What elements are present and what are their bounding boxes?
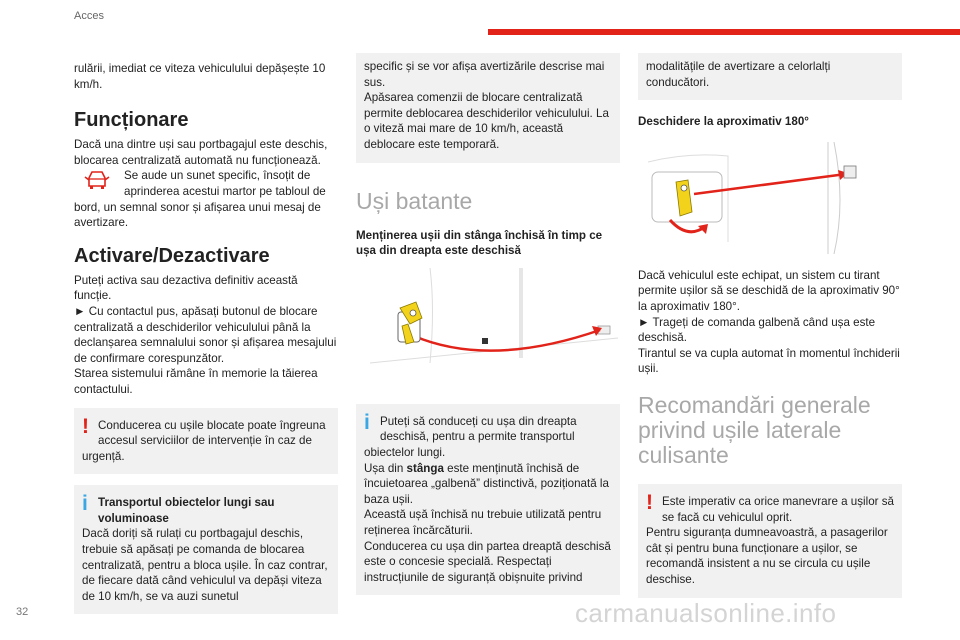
warning-text: Conducerea cu ușile blocate poate îngreuna accesul serviciilor de intervenție în caz de urgență.: [82, 418, 326, 463]
activare-text-3: Starea sistemului rămâne în memorie la tăierea contactului.: [74, 367, 318, 396]
column-2: [356, 53, 620, 595]
info-text-2-post: este menținută închisă de încuietoarea „galbenă” distinctivă, poziționată la baza ușii.: [364, 461, 609, 506]
column-3: [638, 53, 902, 598]
warning-icon: !: [646, 490, 653, 514]
header-accent-bar: [488, 29, 960, 35]
tirant-text-1: Dacă vehiculul este echipat, un sistem cu tirant permite ușilor să se deschidă de la aproximativ 90° la aproximativ 180°.: [638, 268, 900, 313]
watermark: carmanualsonline.info: [575, 598, 837, 628]
info-icon: i: [82, 492, 88, 516]
figure-180-opening: [648, 142, 898, 254]
warning-box-sliding-doors: [638, 484, 902, 598]
heading-functionare: Funcționare: [74, 109, 189, 132]
heading-recomandari: Recomandări generale privind ușile laterale culisante: [638, 391, 871, 468]
info-text: Dacă doriți să rulați cu portbagajul deschis, trebuie să apăsați pe comanda de blocarea centralizată, pentru a bloca ușile. În caz contrar, de fiecare dată când vehiculul va depăși viteza de 10 km/h, se va auzi sunetul: [82, 527, 328, 603]
tirant-text-2: ► Trageți de comanda galbenă când ușa este deschisă.: [638, 315, 876, 345]
subheading-deschidere: Deschidere la aproximativ 180°: [638, 115, 809, 129]
header-title: Acces: [74, 10, 104, 22]
functionare-text: Dacă una dintre uși sau portbagajul este deschis, blocarea centralizată automată nu funcționează.: [74, 138, 328, 167]
figure-left-door-lock: [370, 268, 618, 378]
intro-text: rulării, imediat ce viteza vehiculului depășește 10 km/h.: [74, 62, 326, 91]
info-icon: i: [364, 410, 370, 434]
info-box-continued-2: [638, 53, 902, 100]
info-text-2-bold: stânga: [406, 461, 444, 475]
subheading-mentinere: Menținerea ușii din stânga închisă în timp ce ușa din dreapta este deschisă: [356, 228, 603, 258]
info-box-driving-open-door: [356, 404, 620, 596]
column-1: [74, 61, 338, 614]
info-text-1: Puteți să conduceți cu ușa din dreapta deschisă, pentru a permite transportul obiectelor lungi.: [364, 414, 577, 459]
heading-activare: Activare/Dezactivare: [74, 244, 270, 267]
heading-usi-batante: Uși batante: [356, 187, 473, 214]
info-text-4: Conducerea cu ușa din partea dreaptă deschisă este o concesie specială. Respectați instrucțiunile de siguranță obișnuite privind: [364, 539, 611, 584]
activare-text-1: Puteți activa sau dezactiva definitiv această funcție.: [74, 273, 298, 303]
door-lock-illustration: [370, 268, 618, 378]
info-box-continued: [356, 53, 620, 163]
box-text-col3: modalitățile de avertizare a celorlalți conducători.: [646, 60, 831, 89]
martor-text: [74, 168, 338, 230]
box-text-2: Apăsarea comenzii de blocare centralizată permite deblocarea deschiderilor vehiculului. La o viteză mai mare de 10 km/h, această deblocare este temporară.: [364, 91, 609, 151]
warning-icon: !: [82, 414, 89, 438]
door-open-warning-icon: [84, 169, 110, 193]
info-box-long-objects: [74, 485, 338, 614]
activare-text-2: ► Cu contactul pus, apăsați butonul de blocare centralizată a deschiderilor vehiculului până la declanșarea semnalului sonor și afișarea mesajului de confirmare corespunzător.: [74, 304, 337, 365]
box-text-1: specific și se vor afișa avertizările descrise mai sus.: [364, 60, 605, 89]
info-title: Transportul obiectelor lungi sau voluminoase: [98, 496, 275, 525]
info-text-2-pre: Ușa din: [364, 461, 407, 475]
info-text-2: [364, 461, 612, 508]
warning-text-1: Este imperativ ca orice manevrare a ușilor să se facă cu vehiculul oprit.: [662, 494, 894, 524]
warning-text-2: Pentru siguranța dumneavoastră, a pasagerilor cât și pentru buna funcționare a ușilor, se recomandă insistent a nu se circula cu ușile deschise.: [646, 526, 888, 586]
tirant-text-3: Tirantul se va cupla automat în momentul închiderii ușii.: [638, 346, 900, 376]
tie-rod-illustration: [648, 142, 898, 254]
warning-box-locked-doors: [74, 408, 338, 475]
info-text-3: Această ușă închisă nu trebuie utilizată pentru reținerea încărcăturii.: [364, 508, 602, 537]
page-number: 32: [16, 606, 29, 618]
martor-text-content: Se aude un sunet specific, însoțit de aprinderea acestui martor pe tabloul de bord, un semnal sonor și afișarea unui mesaj de avertizare.: [74, 169, 326, 230]
